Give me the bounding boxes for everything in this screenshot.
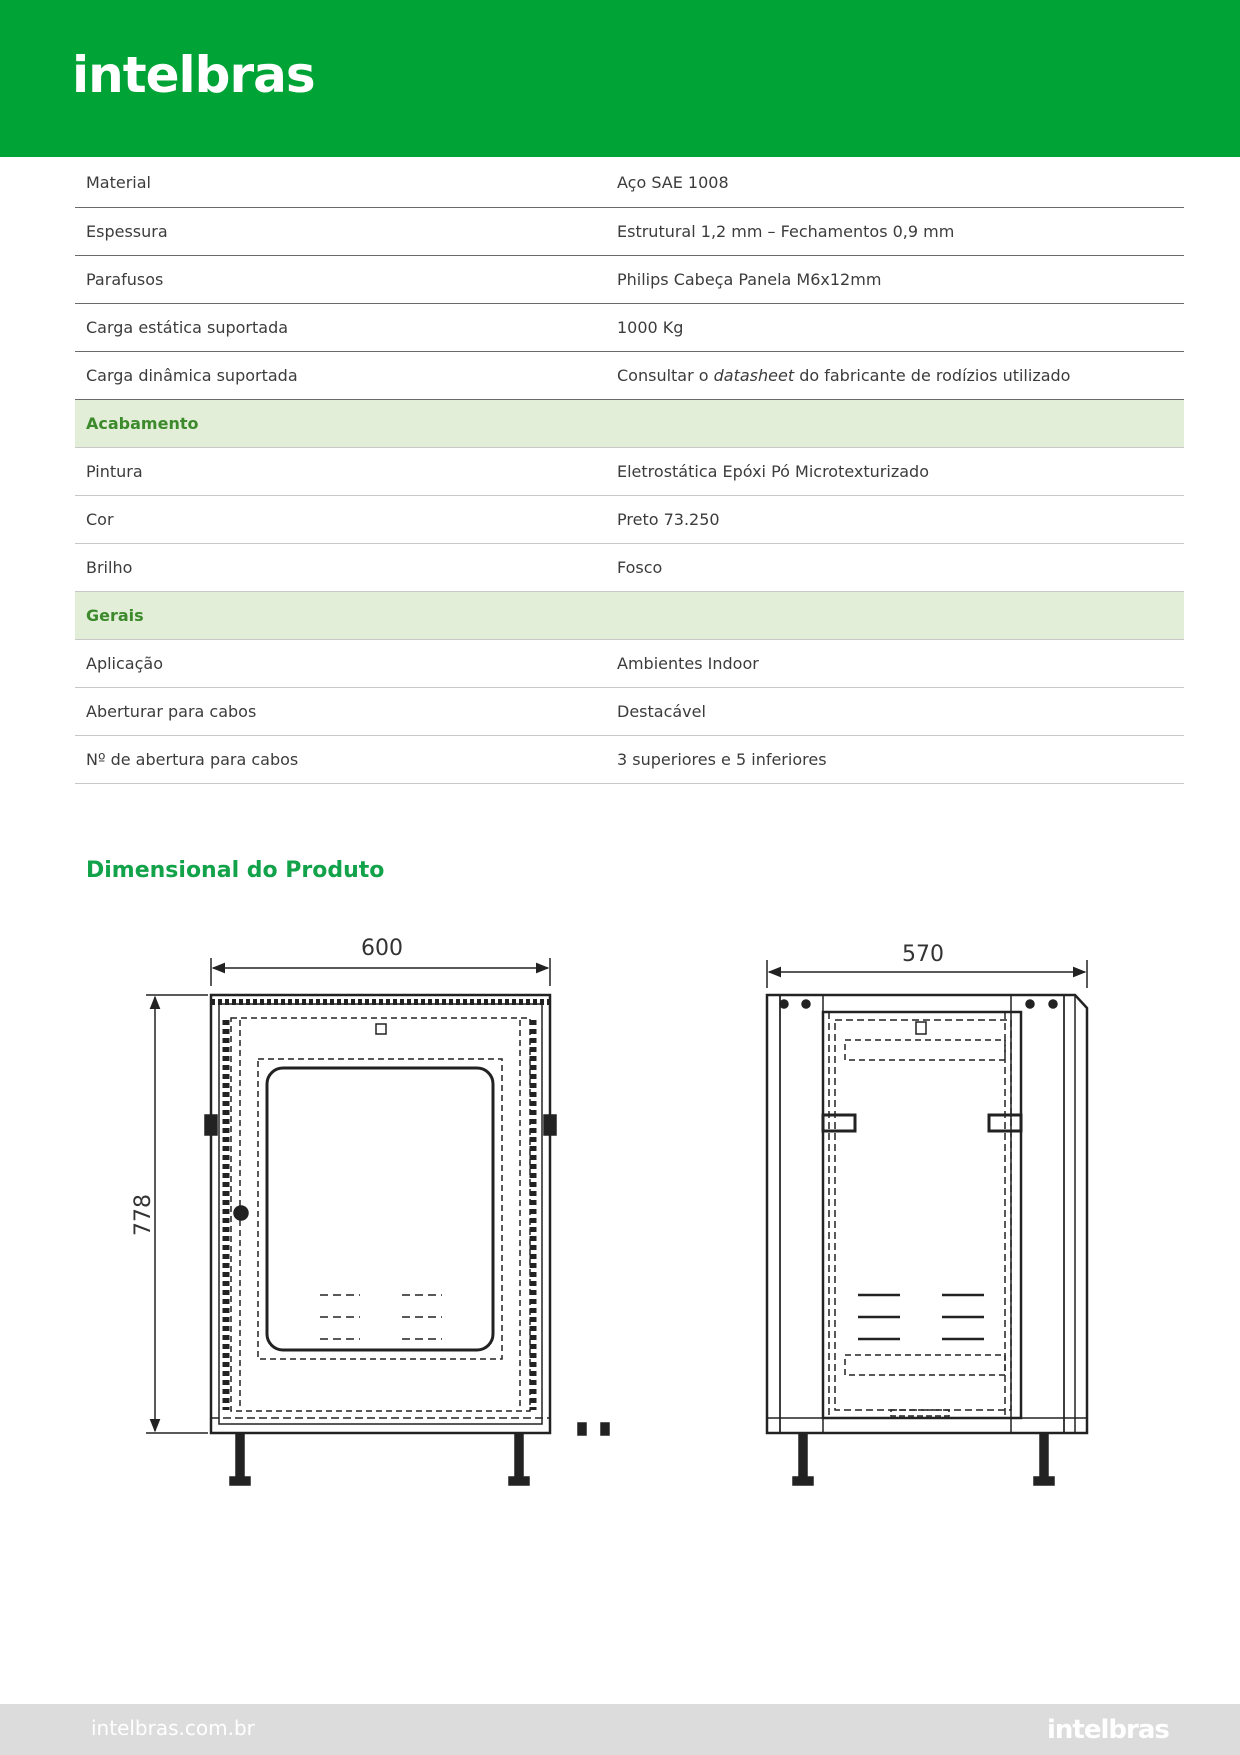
spec-label: Material xyxy=(75,157,606,208)
table-row xyxy=(75,157,1184,208)
front-view xyxy=(146,958,609,1485)
spec-value-italic: datasheet xyxy=(713,366,795,385)
table-row xyxy=(75,736,1184,784)
table-row xyxy=(75,640,1184,688)
footer-url: intelbras.com.br xyxy=(91,1716,255,1740)
spec-label: Espessura xyxy=(75,208,606,256)
spec-label: Aplicação xyxy=(75,640,606,688)
footer-band xyxy=(0,1704,1240,1755)
spec-label: Brilho xyxy=(75,544,606,592)
spec-value: Eletrostática Epóxi Pó Microtexturizado xyxy=(606,448,1184,496)
table-row xyxy=(75,448,1184,496)
brand-logo: intelbras xyxy=(72,46,315,104)
section-row-gerais xyxy=(75,592,1184,640)
section-title: Acabamento xyxy=(75,400,606,448)
spec-value: Ambientes Indoor xyxy=(606,640,1184,688)
section-row-acabamento xyxy=(75,400,1184,448)
dimensional-title: Dimensional do Produto xyxy=(86,858,385,883)
spec-label: Carga estática suportada xyxy=(75,304,606,352)
spec-table xyxy=(75,157,1184,784)
height-label: 778 xyxy=(131,1194,156,1236)
spec-value: 3 superiores e 5 inferiores xyxy=(606,736,1184,784)
front-width-label: 600 xyxy=(361,936,403,961)
spec-label: Aberturar para cabos xyxy=(75,688,606,736)
footer-logo: intelbras xyxy=(1047,1715,1169,1745)
spec-value: 1000 Kg xyxy=(606,304,1184,352)
spec-value-prefix: Consultar o xyxy=(617,366,714,385)
spec-value: Fosco xyxy=(606,544,1184,592)
side-view xyxy=(767,960,1087,1485)
spec-value xyxy=(606,352,1184,400)
table-row xyxy=(75,304,1184,352)
spec-value: Estrutural 1,2 mm – Fechamentos 0,9 mm xyxy=(606,208,1184,256)
spec-label: Cor xyxy=(75,496,606,544)
table-row xyxy=(75,352,1184,400)
spec-label: Nº de abertura para cabos xyxy=(75,736,606,784)
header-band xyxy=(0,0,1240,157)
table-row xyxy=(75,688,1184,736)
spec-value: Destacável xyxy=(606,688,1184,736)
table-row xyxy=(75,544,1184,592)
spec-value-suffix: do fabricante de rodízios utilizado xyxy=(794,366,1071,385)
spec-value: Preto 73.250 xyxy=(606,496,1184,544)
table-row xyxy=(75,496,1184,544)
spec-label: Parafusos xyxy=(75,256,606,304)
section-title: Gerais xyxy=(75,592,606,640)
dimensional-drawing xyxy=(0,920,1240,1500)
spec-label: Pintura xyxy=(75,448,606,496)
spec-value: Philips Cabeça Panela M6x12mm xyxy=(606,256,1184,304)
table-row xyxy=(75,256,1184,304)
side-depth-label: 570 xyxy=(902,942,944,967)
spec-label: Carga dinâmica suportada xyxy=(75,352,606,400)
table-row xyxy=(75,208,1184,256)
spec-value: Aço SAE 1008 xyxy=(606,157,1184,208)
